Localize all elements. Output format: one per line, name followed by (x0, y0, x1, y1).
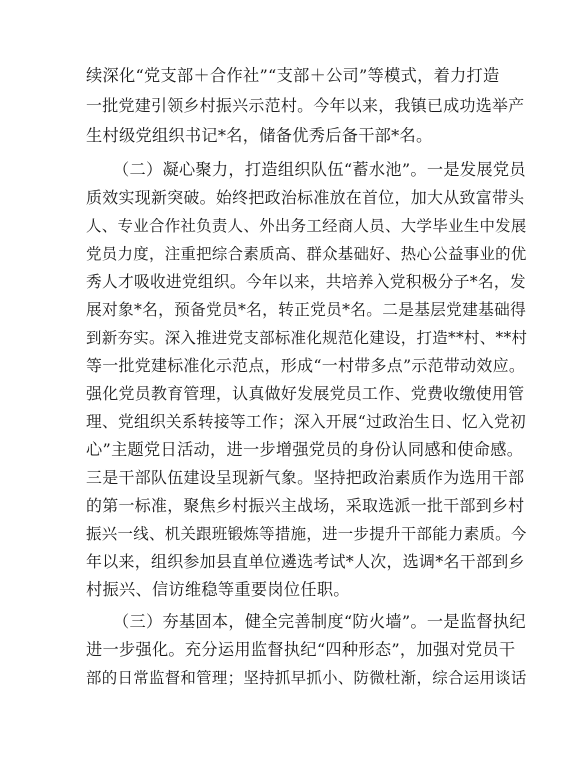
text-line: 等一批党建标准化示范点，形成“一村带多点”示范带动效应。 (86, 356, 526, 375)
text-line: 人、专业合作社负责人、外出务工经商人员、大学毕业生中发展 (86, 217, 527, 235)
text-line: 三是干部队伍建设呈现新气象。坚持把政治素质作为选用干部 (86, 468, 525, 487)
text-line: 强化党员教育管理，认真做好发展党员工作、党费收缴使用管 (86, 384, 525, 403)
text-line: 理、党组织关系转接等工作；深入开展“过政治生日、忆入党初 (86, 412, 526, 431)
text-line: 展对象*名，预备党员*名，转正党员*名。二是基层党建基础得 (86, 300, 527, 319)
text-line: 生村级党组织书记*名，储备优秀后备干部*名。 (86, 126, 433, 145)
text-line: 到新夯实。深入推进党支部标准化规范化建设，打造**村、**村 (86, 329, 528, 347)
text-line: 村振兴、信访维稳等重要岗位任职。 (86, 580, 350, 599)
text-line: 质效实现新突破。始终把政治标准放在首位，加大从致富带头 (86, 188, 525, 207)
text-line: 续深化“党支部＋合作社”“支部＋公司”等模式，着力打造 (86, 66, 500, 85)
text-line: 秀人才吸收进党组织。今年以来，共培养入党积极分子*名，发 (86, 272, 526, 291)
text-line: （二）凝心聚力，打造组织队伍“蓄水池”。一是发展党员 (113, 160, 526, 179)
text-line: 的第一标准，聚焦乡村振兴主战场，采取选派一批干部到乡村 (86, 496, 525, 515)
text-line: 一批党建引领乡村振兴示范村。今年以来，我镇已成功选举产 (86, 96, 525, 115)
text-line: 心”主题党日活动，进一步增强党员的身份认同感和使命感。 (86, 440, 524, 459)
text-line: 振兴一线、机关跟班锻炼等措施，进一步提升干部能力素质。今 (86, 525, 527, 543)
text-line: 年以来，组织参加县直单位遴选考试*人次，选调*名干部到乡 (86, 552, 525, 571)
text-line: 部的日常监督和管理；坚持抓早抓小、防微杜渐，综合运用谈话 (86, 669, 527, 687)
text-line: 进一步强化。充分运用监督执纪“四种形态”，加强对党员干 (86, 640, 516, 659)
text-line: 党员力度，注重把综合素质高、群众基础好、热心公益事业的优 (86, 245, 527, 263)
text-line: （三）夯基固本，健全完善制度“防火墙”。一是监督执纪 (113, 612, 526, 631)
